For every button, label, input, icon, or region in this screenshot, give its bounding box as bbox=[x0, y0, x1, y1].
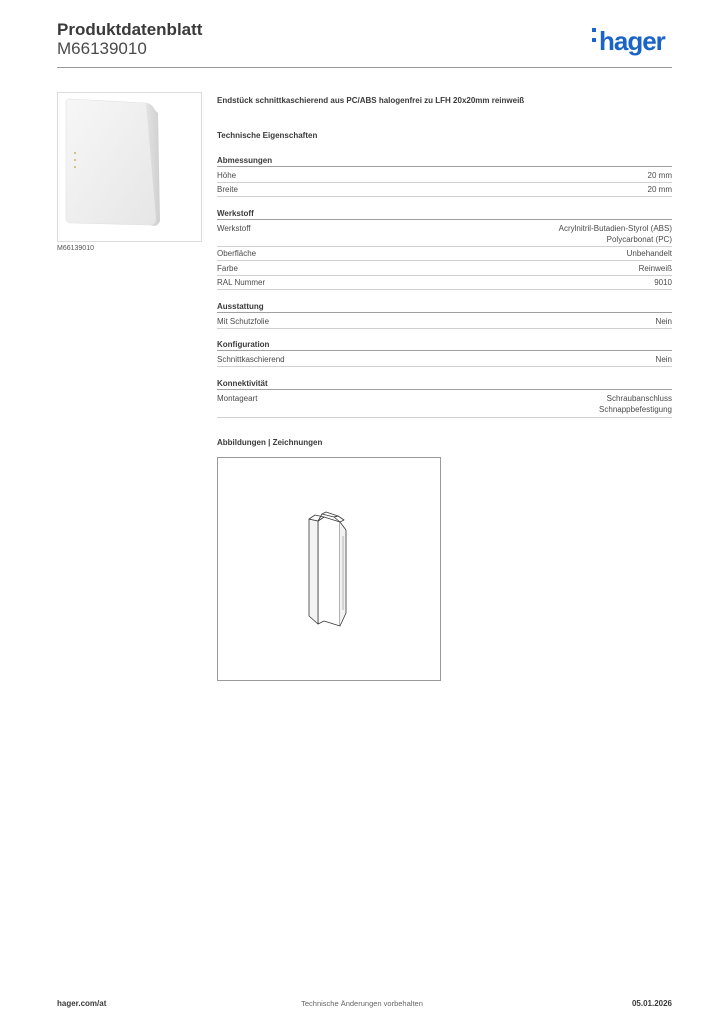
spec-label: RAL Nummer bbox=[217, 278, 266, 287]
spec-row bbox=[217, 262, 672, 276]
spec-row bbox=[217, 183, 672, 197]
footer-date: 05.01.2026 bbox=[631, 999, 672, 1008]
spec-row bbox=[217, 222, 672, 247]
header-divider bbox=[57, 67, 672, 68]
photo-caption: M66139010 bbox=[57, 245, 94, 252]
end-cap-drawing-icon bbox=[218, 458, 440, 680]
spec-label: Höhe bbox=[217, 171, 237, 180]
figures-heading: Abbildungen | Zeichnungen bbox=[217, 438, 323, 447]
section-title: Abmessungen bbox=[217, 156, 672, 167]
spec-label: Farbe bbox=[217, 264, 238, 273]
spec-label: Montageart bbox=[217, 394, 258, 403]
page-title: Produktdatenblatt bbox=[57, 20, 203, 39]
spec-value: Schraubanschluss Schnappbefestigung bbox=[599, 394, 672, 414]
spec-value: Reinweiß bbox=[638, 264, 672, 273]
spec-row bbox=[217, 247, 672, 261]
section-title: Konfiguration bbox=[217, 340, 672, 351]
spec-label: Werkstoff bbox=[217, 224, 251, 233]
footer-website[interactable]: hager.com/at bbox=[57, 999, 107, 1008]
spec-row bbox=[217, 315, 672, 329]
logo-text: hager bbox=[599, 26, 665, 56]
spec-row bbox=[217, 353, 672, 367]
footer-disclaimer: Technische Änderungen vorbehalten bbox=[301, 999, 423, 1008]
article-number: M66139010 bbox=[57, 39, 147, 58]
spec-value: Unbehandelt bbox=[626, 249, 672, 258]
spec-value: 20 mm bbox=[647, 185, 672, 194]
product-photo bbox=[57, 92, 202, 242]
end-cap-photo-icon bbox=[58, 93, 201, 241]
technical-heading: Technische Eigenschaften bbox=[217, 131, 318, 140]
spec-value: 9010 bbox=[654, 278, 672, 287]
technical-drawing bbox=[217, 457, 441, 681]
spec-label: Mit Schutzfolie bbox=[217, 317, 270, 326]
spec-value: Nein bbox=[655, 355, 672, 364]
spec-value: Acrylnitril-Butadien-Styrol (ABS) Polycarbonat (PC) bbox=[558, 224, 672, 244]
hager-logo bbox=[592, 26, 665, 57]
section-title: Werkstoff bbox=[217, 209, 672, 220]
spec-row bbox=[217, 276, 672, 290]
section-title: Konnektivität bbox=[217, 379, 672, 390]
spec-value: 20 mm bbox=[647, 171, 672, 180]
spec-row bbox=[217, 169, 672, 183]
section-title: Ausstattung bbox=[217, 302, 672, 313]
spec-label: Oberfläche bbox=[217, 249, 257, 258]
spec-row bbox=[217, 392, 672, 418]
product-description: Endstück schnittkaschierend aus PC/ABS halogenfrei zu LFH 20x20mm reinweiß bbox=[217, 96, 525, 105]
spec-value: Nein bbox=[655, 317, 672, 326]
logo-colon-icon bbox=[592, 24, 597, 48]
spec-label: Schnittkaschierend bbox=[217, 355, 285, 364]
spec-label: Breite bbox=[217, 185, 238, 194]
